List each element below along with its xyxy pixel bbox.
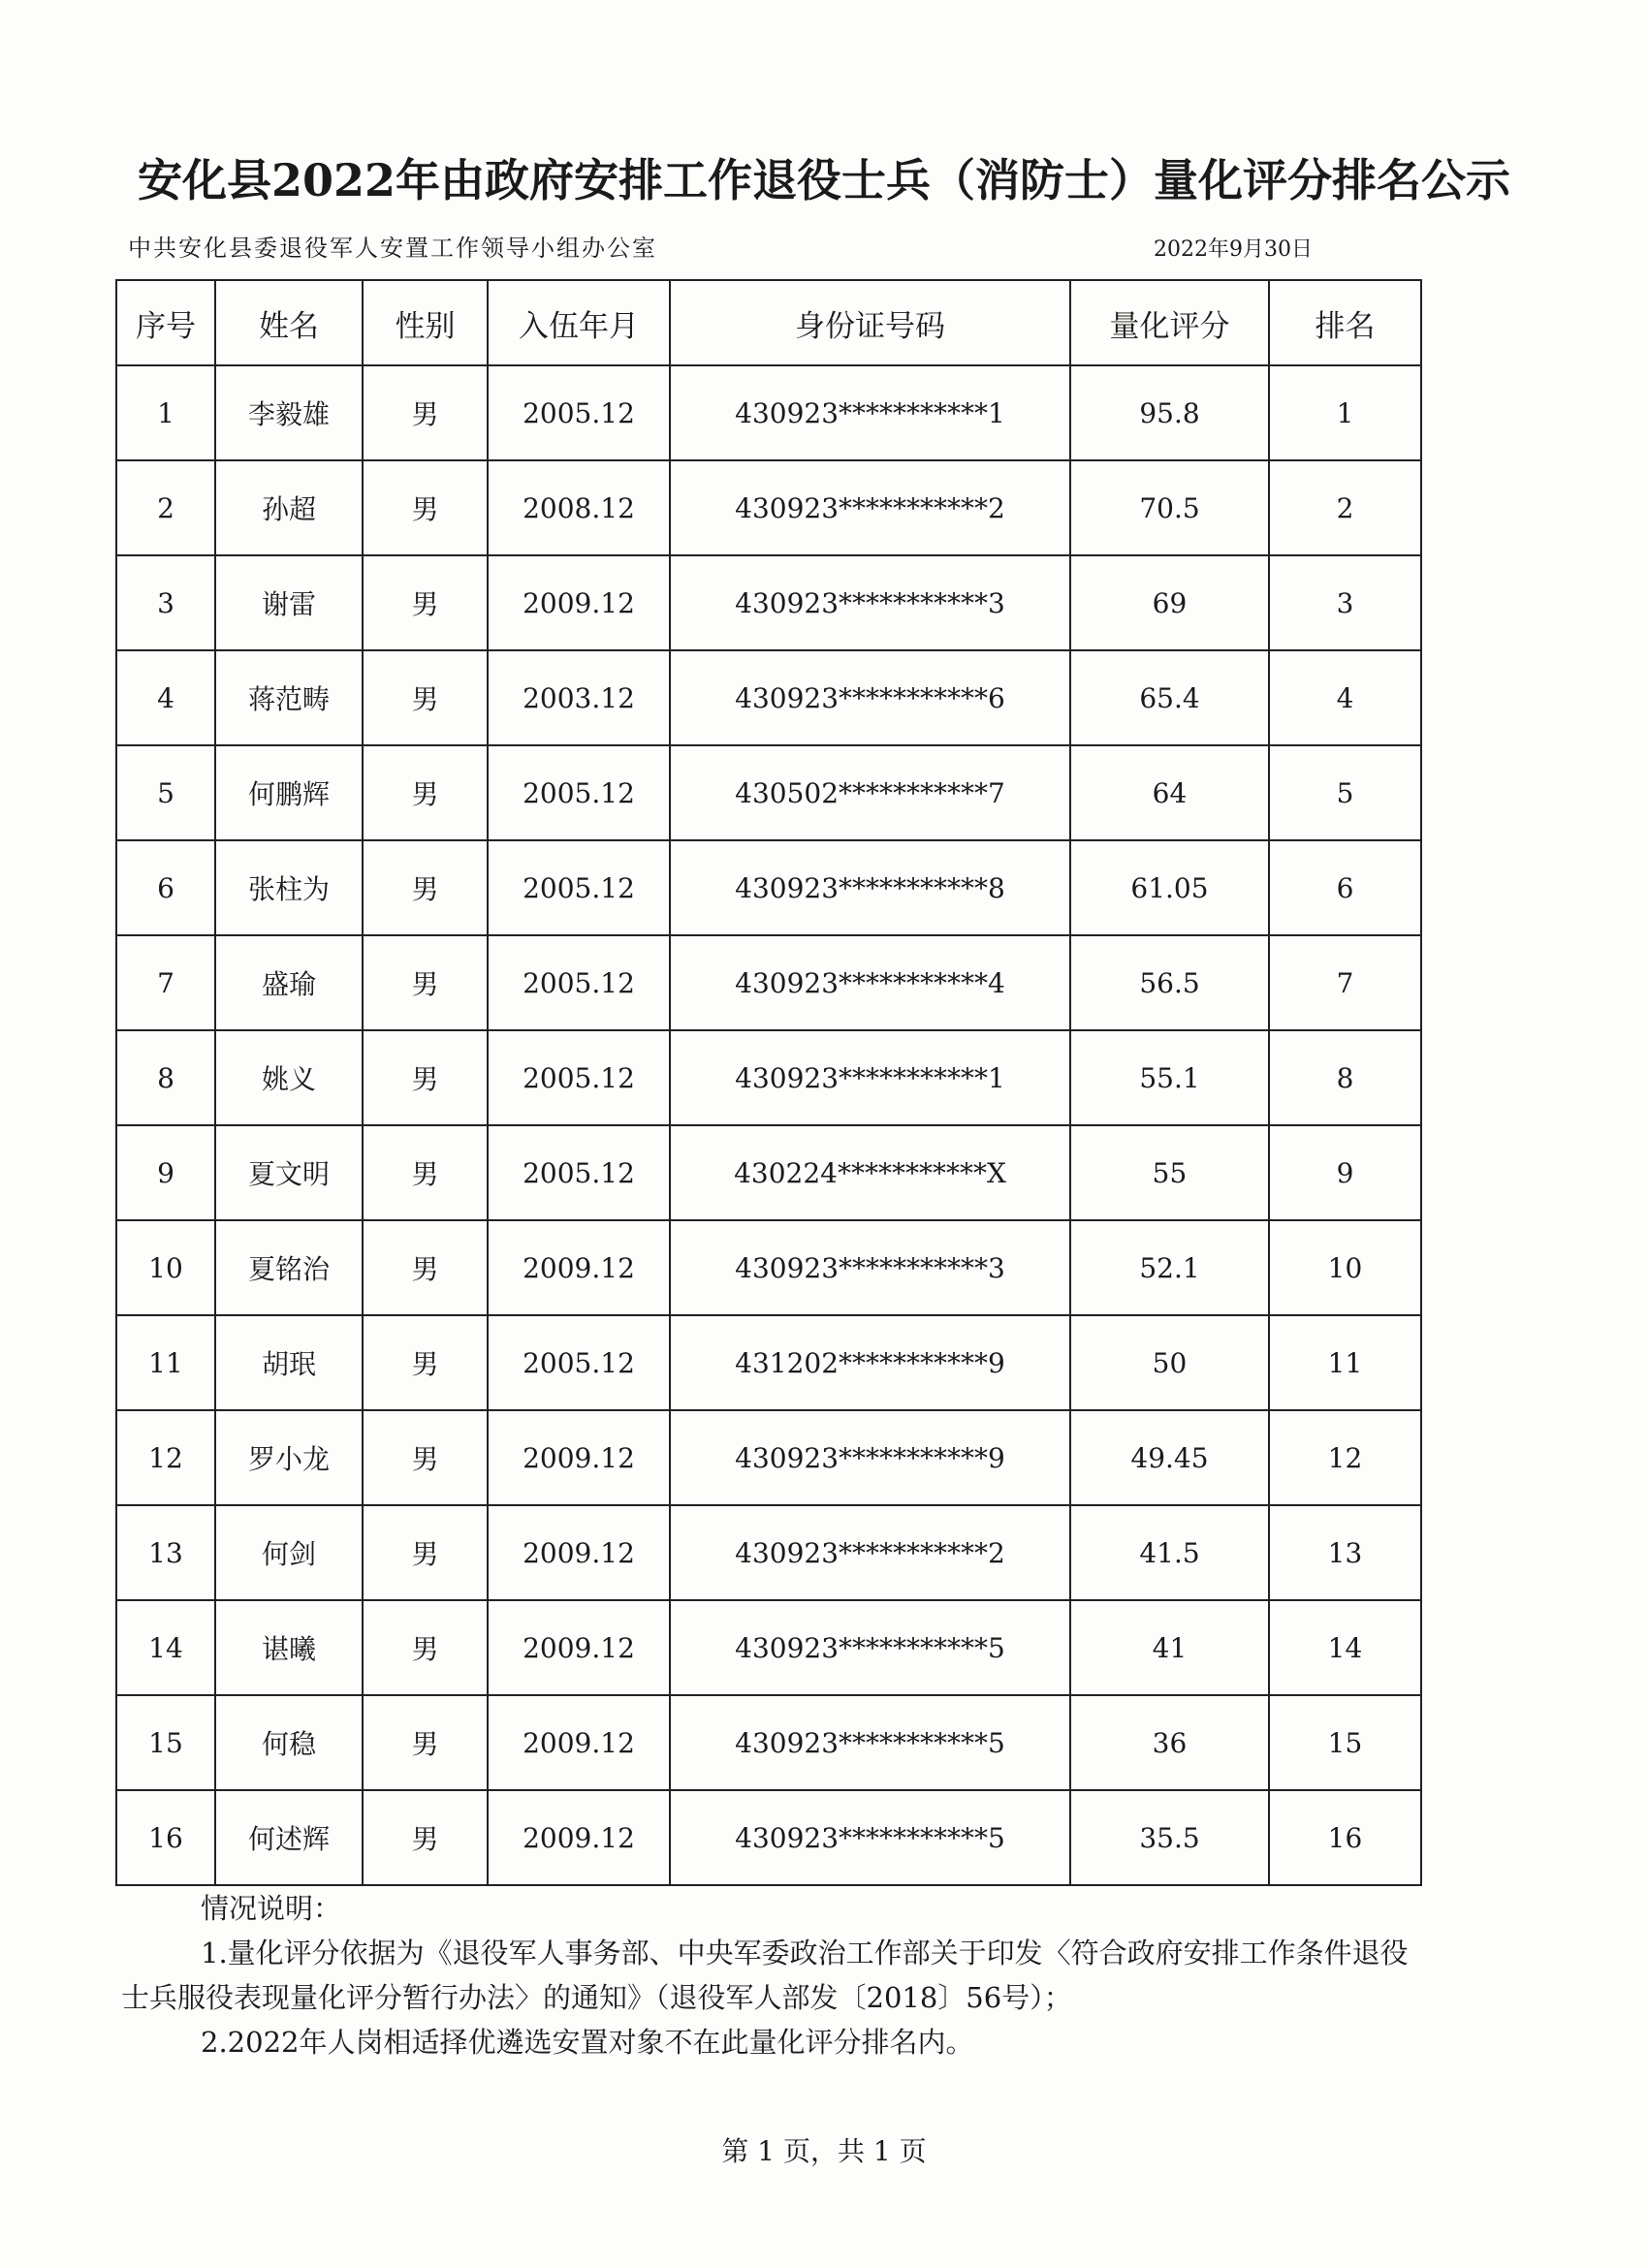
cell-rank: 13 (1269, 1505, 1421, 1600)
table-row (116, 1505, 1421, 1600)
cell-id-number: 430502***********7 (670, 745, 1070, 840)
cell-id-number: 430923***********5 (670, 1695, 1070, 1790)
cell-id-number: 431202***********9 (670, 1315, 1070, 1410)
cell-enlist-date: 2005.12 (488, 1125, 670, 1220)
table-row (116, 650, 1421, 745)
cell-score: 64 (1070, 745, 1269, 840)
page-title: 安化县2022年由政府安排工作退役士兵（消防士）量化评分排名公示 (137, 154, 1511, 206)
cell-id-number: 430923***********5 (670, 1600, 1070, 1695)
cell-rank: 15 (1269, 1695, 1421, 1790)
cell-id-number: 430923***********3 (670, 555, 1070, 650)
table-row (116, 1125, 1421, 1220)
cell-rank: 2 (1269, 460, 1421, 555)
cell-enlist-date: 2009.12 (488, 1220, 670, 1315)
cell-enlist-date: 2009.12 (488, 1505, 670, 1600)
cell-enlist-date: 2009.12 (488, 555, 670, 650)
cell-seq: 5 (116, 745, 215, 840)
cell-enlist-date: 2005.12 (488, 1030, 670, 1125)
table-row (116, 1695, 1421, 1790)
header-gender: 性别 (363, 280, 488, 365)
header-rank: 排名 (1269, 280, 1421, 365)
cell-seq: 12 (116, 1410, 215, 1505)
cell-rank: 16 (1269, 1790, 1421, 1885)
cell-rank: 14 (1269, 1600, 1421, 1695)
cell-score: 55 (1070, 1125, 1269, 1220)
cell-enlist-date: 2003.12 (488, 650, 670, 745)
cell-gender: 男 (363, 1790, 488, 1885)
cell-score: 52.1 (1070, 1220, 1269, 1315)
cell-enlist-date: 2009.12 (488, 1410, 670, 1505)
cell-name: 盛瑜 (215, 935, 363, 1030)
cell-id-number: 430224***********X (670, 1125, 1070, 1220)
table-row (116, 365, 1421, 460)
cell-name: 罗小龙 (215, 1410, 363, 1505)
cell-gender: 男 (363, 1695, 488, 1790)
notes (121, 1886, 1410, 2064)
cell-id-number: 430923***********3 (670, 1220, 1070, 1315)
cell-name: 何剑 (215, 1505, 363, 1600)
page-number: 第 1 页，共 1 页 (721, 2135, 927, 2167)
cell-seq: 16 (116, 1790, 215, 1885)
cell-name: 孙超 (215, 460, 363, 555)
cell-seq: 9 (116, 1125, 215, 1220)
issuer: 中共安化县委退役军人安置工作领导小组办公室 (128, 235, 657, 262)
cell-name: 夏铭治 (215, 1220, 363, 1315)
cell-name: 何鹏辉 (215, 745, 363, 840)
notes-heading: 情况说明： (201, 1892, 342, 1925)
table-header-row (116, 280, 1421, 365)
header-seq: 序号 (116, 280, 215, 365)
cell-id-number: 430923***********2 (670, 1505, 1070, 1600)
cell-enlist-date: 2009.12 (488, 1790, 670, 1885)
table-row (116, 1220, 1421, 1315)
table-row (116, 1790, 1421, 1885)
cell-name: 张柱为 (215, 840, 363, 935)
cell-gender: 男 (363, 745, 488, 840)
cell-enlist-date: 2005.12 (488, 365, 670, 460)
cell-rank: 6 (1269, 840, 1421, 935)
cell-rank: 9 (1269, 1125, 1421, 1220)
cell-rank: 1 (1269, 365, 1421, 460)
cell-id-number: 430923***********8 (670, 840, 1070, 935)
cell-rank: 12 (1269, 1410, 1421, 1505)
cell-score: 69 (1070, 555, 1269, 650)
header-id-number: 身份证号码 (670, 280, 1070, 365)
cell-id-number: 430923***********6 (670, 650, 1070, 745)
cell-gender: 男 (363, 650, 488, 745)
cell-rank: 5 (1269, 745, 1421, 840)
cell-gender: 男 (363, 1505, 488, 1600)
cell-id-number: 430923***********9 (670, 1410, 1070, 1505)
cell-enlist-date: 2008.12 (488, 460, 670, 555)
cell-score: 49.45 (1070, 1410, 1269, 1505)
cell-name: 谢雷 (215, 555, 363, 650)
cell-enlist-date: 2009.12 (488, 1695, 670, 1790)
header-name: 姓名 (215, 280, 363, 365)
cell-rank: 7 (1269, 935, 1421, 1030)
cell-rank: 4 (1269, 650, 1421, 745)
cell-score: 56.5 (1070, 935, 1269, 1030)
cell-seq: 1 (116, 365, 215, 460)
cell-score: 65.4 (1070, 650, 1269, 745)
cell-name: 李毅雄 (215, 365, 363, 460)
cell-gender: 男 (363, 1600, 488, 1695)
table-row (116, 555, 1421, 650)
cell-seq: 13 (116, 1505, 215, 1600)
table-row (116, 935, 1421, 1030)
cell-seq: 11 (116, 1315, 215, 1410)
cell-seq: 2 (116, 460, 215, 555)
cell-gender: 男 (363, 555, 488, 650)
cell-seq: 10 (116, 1220, 215, 1315)
cell-score: 55.1 (1070, 1030, 1269, 1125)
publish-date: 2022年9月30日 (1154, 237, 1313, 262)
cell-gender: 男 (363, 935, 488, 1030)
cell-gender: 男 (363, 460, 488, 555)
cell-rank: 11 (1269, 1315, 1421, 1410)
table-row (116, 1030, 1421, 1125)
cell-gender: 男 (363, 1410, 488, 1505)
ranking-table (115, 279, 1422, 1886)
cell-gender: 男 (363, 1030, 488, 1125)
table-row (116, 1410, 1421, 1505)
cell-score: 41.5 (1070, 1505, 1269, 1600)
cell-gender: 男 (363, 1125, 488, 1220)
cell-seq: 6 (116, 840, 215, 935)
cell-gender: 男 (363, 365, 488, 460)
cell-gender: 男 (363, 840, 488, 935)
cell-name: 蒋范畴 (215, 650, 363, 745)
cell-name: 谌曦 (215, 1600, 363, 1695)
cell-score: 36 (1070, 1695, 1269, 1790)
cell-name: 何述辉 (215, 1790, 363, 1885)
cell-score: 50 (1070, 1315, 1269, 1410)
table-row (116, 1600, 1421, 1695)
cell-seq: 15 (116, 1695, 215, 1790)
cell-enlist-date: 2009.12 (488, 1600, 670, 1695)
cell-name: 胡珉 (215, 1315, 363, 1410)
cell-id-number: 430923***********2 (670, 460, 1070, 555)
cell-id-number: 430923***********1 (670, 1030, 1070, 1125)
cell-id-number: 430923***********4 (670, 935, 1070, 1030)
cell-seq: 3 (116, 555, 215, 650)
table-row (116, 840, 1421, 935)
cell-enlist-date: 2005.12 (488, 840, 670, 935)
cell-gender: 男 (363, 1220, 488, 1315)
cell-score: 95.8 (1070, 365, 1269, 460)
cell-name: 何稳 (215, 1695, 363, 1790)
cell-rank: 8 (1269, 1030, 1421, 1125)
note-item: 2.2022年人岗相适择优遴选安置对象不在此量化评分排名内。 (201, 2026, 974, 2059)
table-row (116, 745, 1421, 840)
cell-name: 夏文明 (215, 1125, 363, 1220)
cell-score: 41 (1070, 1600, 1269, 1695)
cell-seq: 14 (116, 1600, 215, 1695)
note-item: 1.量化评分依据为《退役军人事务部、中央军委政治工作部关于印发〈符合政府安排工作条件退役士兵服役表现量化评分暂行办法〉的通知》（退役军人部发〔2018〕56号）； (121, 1937, 1409, 2014)
header-score: 量化评分 (1070, 280, 1269, 365)
cell-seq: 4 (116, 650, 215, 745)
cell-seq: 8 (116, 1030, 215, 1125)
cell-seq: 7 (116, 935, 215, 1030)
cell-id-number: 430923***********1 (670, 365, 1070, 460)
header-enlist-date: 入伍年月 (488, 280, 670, 365)
cell-id-number: 430923***********5 (670, 1790, 1070, 1885)
cell-gender: 男 (363, 1315, 488, 1410)
cell-score: 61.05 (1070, 840, 1269, 935)
cell-enlist-date: 2005.12 (488, 745, 670, 840)
table-row (116, 1315, 1421, 1410)
cell-enlist-date: 2005.12 (488, 1315, 670, 1410)
cell-rank: 10 (1269, 1220, 1421, 1315)
cell-enlist-date: 2005.12 (488, 935, 670, 1030)
cell-rank: 3 (1269, 555, 1421, 650)
cell-name: 姚义 (215, 1030, 363, 1125)
cell-score: 35.5 (1070, 1790, 1269, 1885)
cell-score: 70.5 (1070, 460, 1269, 555)
table-row (116, 460, 1421, 555)
